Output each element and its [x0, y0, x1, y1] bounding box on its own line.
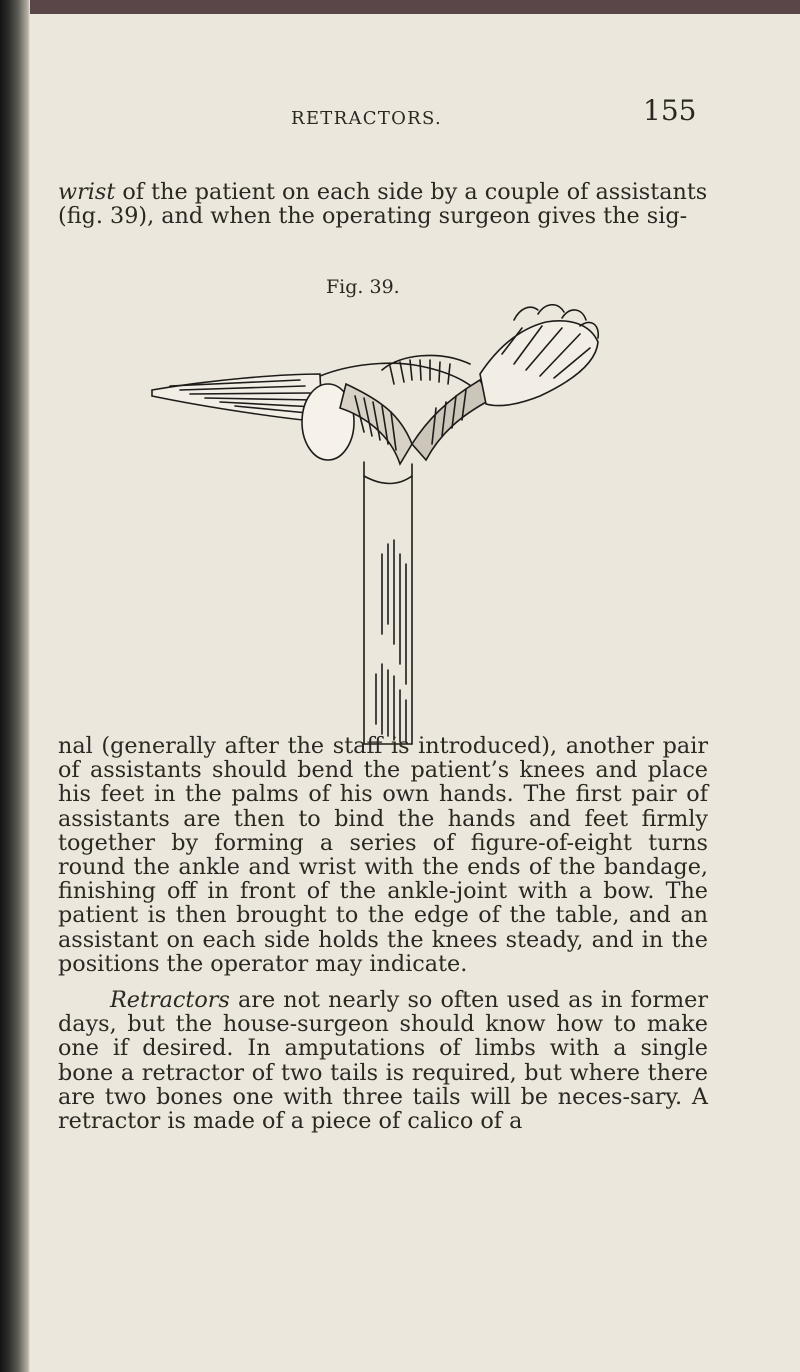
bound-hand-and-foot-drawing: [150, 304, 620, 754]
figure-39-illustration: [150, 304, 620, 754]
page-number: 155: [643, 94, 697, 127]
paragraph-3: [58, 988, 708, 1133]
page-top-edge: [0, 0, 800, 14]
figure-caption: Fig. 39.: [326, 276, 400, 298]
paragraph-1: [58, 180, 708, 228]
book-spine-shadow: [0, 0, 30, 1372]
page-header: [0, 94, 800, 134]
paragraph-3-text: are not nearly so often used as in former days, but the house-surgeon should know how to make one if desired. In amputations of limbs with a single bone a retractor of two tails is required, but where there are two bones one with three tails will be neces-sary. A retractor is made of a piece of calico of a: [58, 987, 708, 1135]
paragraph-2: nal (generally after the staff is introduced), another pair of assistants should bend the patient’s knees and place his feet in the palms of his own hands. The first pair of assistants are then to bind the hands and feet firmly together by forming a series of figure-of-eight turns round the ankle and wrist with the ends of the bandage, finishing off in front of the ankle-joint with a bow. The patient is then brought to the edge of the table, and an assistant on each side holds the knees steady, and in the positions the operator may indicate.: [58, 733, 708, 977]
italic-term-retractors: Retractors: [110, 987, 230, 1013]
paragraph-1-text: of the patient on each side by a couple of assistants (fig. 39), and when the operating surgeon gives the sig-: [58, 179, 708, 230]
italic-term-wrist: wrist: [58, 179, 116, 205]
running-head: RETRACTORS.: [291, 108, 443, 129]
